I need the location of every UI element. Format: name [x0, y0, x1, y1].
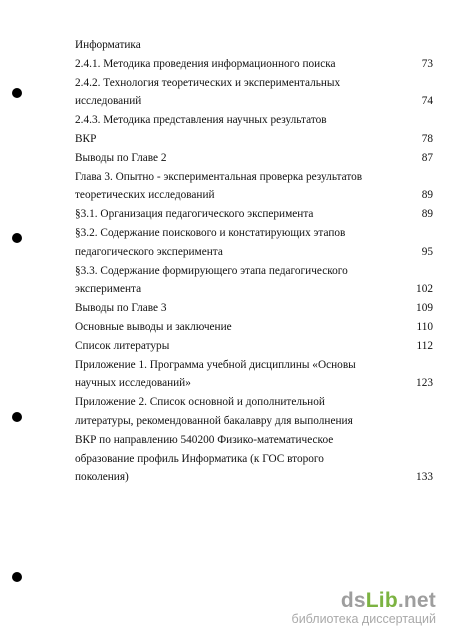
logo-net: .net [397, 589, 436, 612]
toc-entry [75, 224, 433, 262]
toc-entry [75, 262, 433, 300]
toc-page-number: 89 [421, 208, 433, 221]
toc-entry-text: §3.3. Содержание формирующего этапа педагогического [75, 264, 348, 277]
toc-entry-text: 2.4.3. Методика представления научных результатов [75, 114, 327, 127]
binder-hole-icon [12, 88, 22, 98]
toc-entry-text: педагогического эксперимента [75, 245, 223, 258]
toc-entry-text: Приложение 2. Список основной и дополнительной [75, 396, 325, 409]
toc-entry-text: образование профиль Информатика (к ГОС второго [75, 452, 324, 465]
toc-entry-text: Список литературы [75, 339, 170, 352]
toc-entry-text: Приложение 1. Программа учебной дисциплины «Основы [75, 358, 356, 371]
toc-page-number: 78 [421, 132, 433, 145]
toc-page-number: 95 [421, 245, 433, 258]
toc-entry [75, 205, 433, 224]
toc-entry-text: Глава 3. Опытно - экспериментальная проверка результатов [75, 170, 363, 183]
toc-entry-text: поколения) [75, 471, 129, 484]
toc-entry [75, 149, 433, 168]
toc-page-number: 102 [416, 283, 433, 296]
toc-entry-text: §3.1. Организация педагогического эксперимента [75, 208, 314, 221]
toc-entry-text: Выводы по Главе 2 [75, 151, 167, 164]
toc-entry-text: исследований [75, 95, 142, 108]
toc-entry-text: 2.4.2. Технология теоретических и экспериментальных [75, 76, 341, 89]
toc-page-number: 112 [416, 339, 433, 352]
toc-page-number: 123 [416, 377, 433, 390]
toc-entry-text: Основные выводы и заключение [75, 320, 232, 333]
toc-entry-text: эксперимента [75, 283, 142, 296]
toc-page-number: 73 [421, 57, 433, 70]
toc-entry-text: ВКР по направлению 540200 Физико-математическое [75, 433, 334, 446]
toc-entry [75, 299, 433, 318]
toc-entry-text: Информатика [75, 39, 141, 51]
toc-entry [75, 36, 433, 55]
toc-entry-text: §3.2. Содержание поискового и констатирующих этапов [75, 226, 346, 239]
toc-entry-text: Выводы по Главе 3 [75, 302, 167, 315]
binder-hole-icon [12, 412, 22, 422]
toc-page-number: 89 [421, 189, 433, 202]
toc-entry [75, 318, 433, 337]
toc-entry-text: литературы, рекомендованной бакалавру для выполнения [75, 414, 353, 427]
toc-page-number: 110 [416, 320, 433, 333]
toc-page-number: 87 [421, 151, 433, 164]
logo-lib: Lib [365, 589, 398, 612]
toc-page-number: 74 [421, 95, 433, 108]
toc-page-number: 109 [416, 302, 433, 315]
toc-entry [75, 55, 433, 74]
binder-hole-icon [12, 233, 22, 243]
toc-page-number: 133 [416, 471, 433, 484]
toc-entry [75, 111, 433, 149]
toc-entry-text: ВКР [75, 132, 97, 145]
toc-entry-text: 2.4.1. Методика проведения информационного поиска [75, 57, 336, 70]
watermark-subtitle: библиотека диссертаций [291, 612, 436, 626]
toc-entry [75, 168, 433, 206]
toc-entry [75, 356, 433, 394]
toc-entry-text: научных исследований» [75, 377, 191, 390]
toc-entry [75, 337, 433, 356]
toc-entry-text: теоретических исследований [75, 189, 215, 202]
watermark [292, 590, 436, 626]
table-of-contents [75, 36, 433, 487]
toc-entry [75, 393, 433, 487]
watermark-logo [292, 590, 436, 612]
binder-hole-icon [12, 572, 22, 582]
logo-ds: ds [340, 589, 366, 612]
toc-entry [75, 74, 433, 112]
